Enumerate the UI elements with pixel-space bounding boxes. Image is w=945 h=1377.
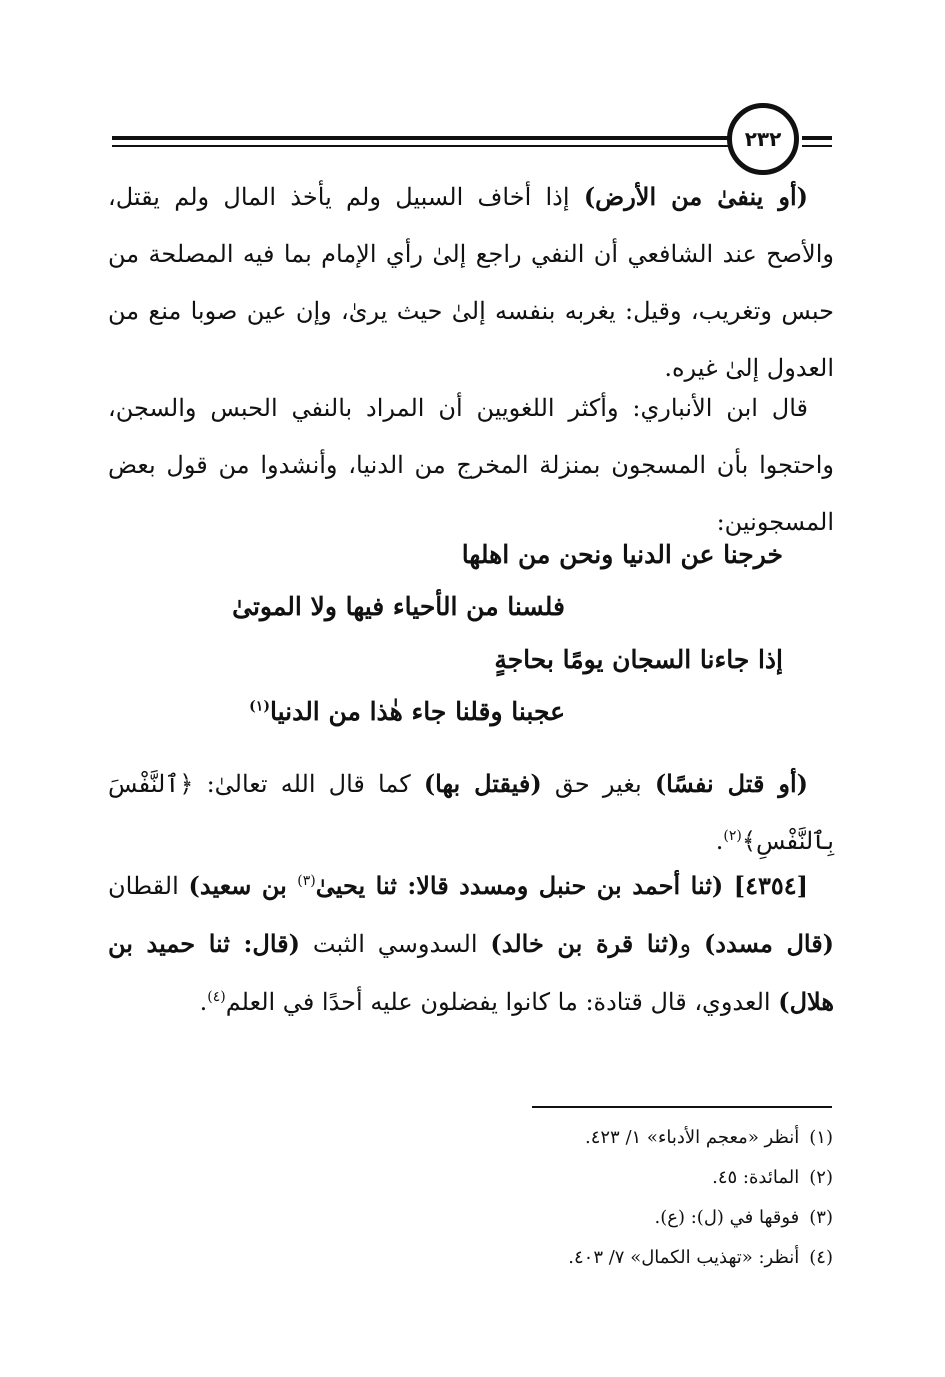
footnote-number: (٤)	[809, 1247, 833, 1268]
footnote-ref: (١)	[249, 698, 270, 715]
header-rule-thin	[112, 145, 732, 147]
matn-quote: (ثنا قرة بن خالد)	[490, 929, 680, 958]
poem-verse: فلسنا من الأحياء فيها ولا الموتىٰ	[232, 592, 565, 621]
poem-verse-text: عجبنا وقلنا جاء هٰذا من الدنيا	[269, 697, 565, 726]
footnote-ref: (٤)	[207, 989, 226, 1005]
poem-verse: إذا جاءنا السجان يومًا بحاجةٍ	[494, 645, 783, 674]
commentary-text: بغير حق	[541, 770, 655, 798]
header-rule-right	[802, 136, 832, 140]
footnote-text: فوقها في (ل): (ع).	[654, 1207, 800, 1228]
footnote-text: المائدة: ٤٥.	[712, 1167, 800, 1188]
commentary-text: كما قال الله تعالىٰ: ﴿ٱلنَّفْسَ بِٱلنَّفْسِ﴾	[108, 770, 834, 855]
paragraph-2	[108, 380, 834, 551]
page-number: ٢٣٢	[744, 127, 782, 151]
footnote-number: (١)	[809, 1127, 833, 1148]
footnote-number: (٢)	[809, 1167, 833, 1188]
matn-quote: (أو ينفىٰ من الأرض)	[583, 182, 808, 211]
footnote-text: أنظر: «تهذيب الكمال» ٧/ ٤٠٣.	[568, 1247, 800, 1268]
footnote-separator	[532, 1106, 832, 1108]
commentary-text: العدوي، قال قتادة: ما كانوا يفضلون عليه أحدًا في العلم	[225, 988, 779, 1016]
matn-quote: (قال مسدد)	[703, 929, 835, 958]
hadith-number: [٤٣٥٤] (ثنا أحمد بن حنبل ومسدد قالا: ثنا يحيىٰ	[315, 871, 809, 900]
poem-verse-last	[249, 697, 565, 726]
page-number-badge	[727, 103, 799, 175]
paragraph-3	[108, 755, 834, 870]
punctuation: .	[715, 827, 724, 855]
footnote-item	[568, 1198, 833, 1238]
footnote-ref: (٢)	[723, 828, 742, 844]
header-rule	[112, 136, 732, 140]
footnote-item	[568, 1238, 833, 1278]
matn-quote: (قال: ثنا حميد بن هلال)	[108, 929, 834, 1016]
paragraph-1	[108, 168, 834, 397]
footnote-number: (٣)	[809, 1207, 833, 1228]
footnote-item	[568, 1158, 833, 1198]
punctuation: .	[199, 988, 208, 1016]
matn-quote: (فيقتل بها)	[423, 769, 542, 798]
commentary-text: قال ابن الأنباري: وأكثر اللغويين أن المراد بالنفي الحبس والسجن، واحتجوا بأن المسجون بمنزلة المخرج من الدنيا، وأنشدوا من قول بعض المسجونين:	[108, 394, 834, 536]
matn-quote: (أو قتل نفسًا)	[654, 769, 808, 798]
footnote-text: أنظر «معجم الأدباء» ١/ ٤٢٣.	[584, 1127, 800, 1148]
commentary-text: السدوسي الثبت	[300, 930, 491, 958]
poem-verse: خرجنا عن الدنيا ونحن من اهلها	[461, 540, 783, 569]
footnote-item	[568, 1118, 833, 1158]
commentary-text: القطان	[108, 872, 189, 900]
footnote-ref: (٣)	[297, 873, 316, 889]
header-rule-right-thin	[802, 145, 832, 147]
commentary-text: إذا أخاف السبيل ولم يأخذ المال ولم يقتل، والأصح عند الشافعي أن النفي راجع إلىٰ رأي الإمام بما فيه المصلحة من حبس وتغريب، وقيل: يغربه بنفسه إلىٰ حيث يرىٰ، وإن عين صوبا منع من العدول إلىٰ غيره.	[108, 183, 834, 382]
paragraph-4	[108, 857, 834, 1031]
matn-quote: بن سعيد)	[188, 871, 298, 900]
footnotes	[568, 1118, 833, 1278]
commentary-text: و	[679, 930, 704, 958]
